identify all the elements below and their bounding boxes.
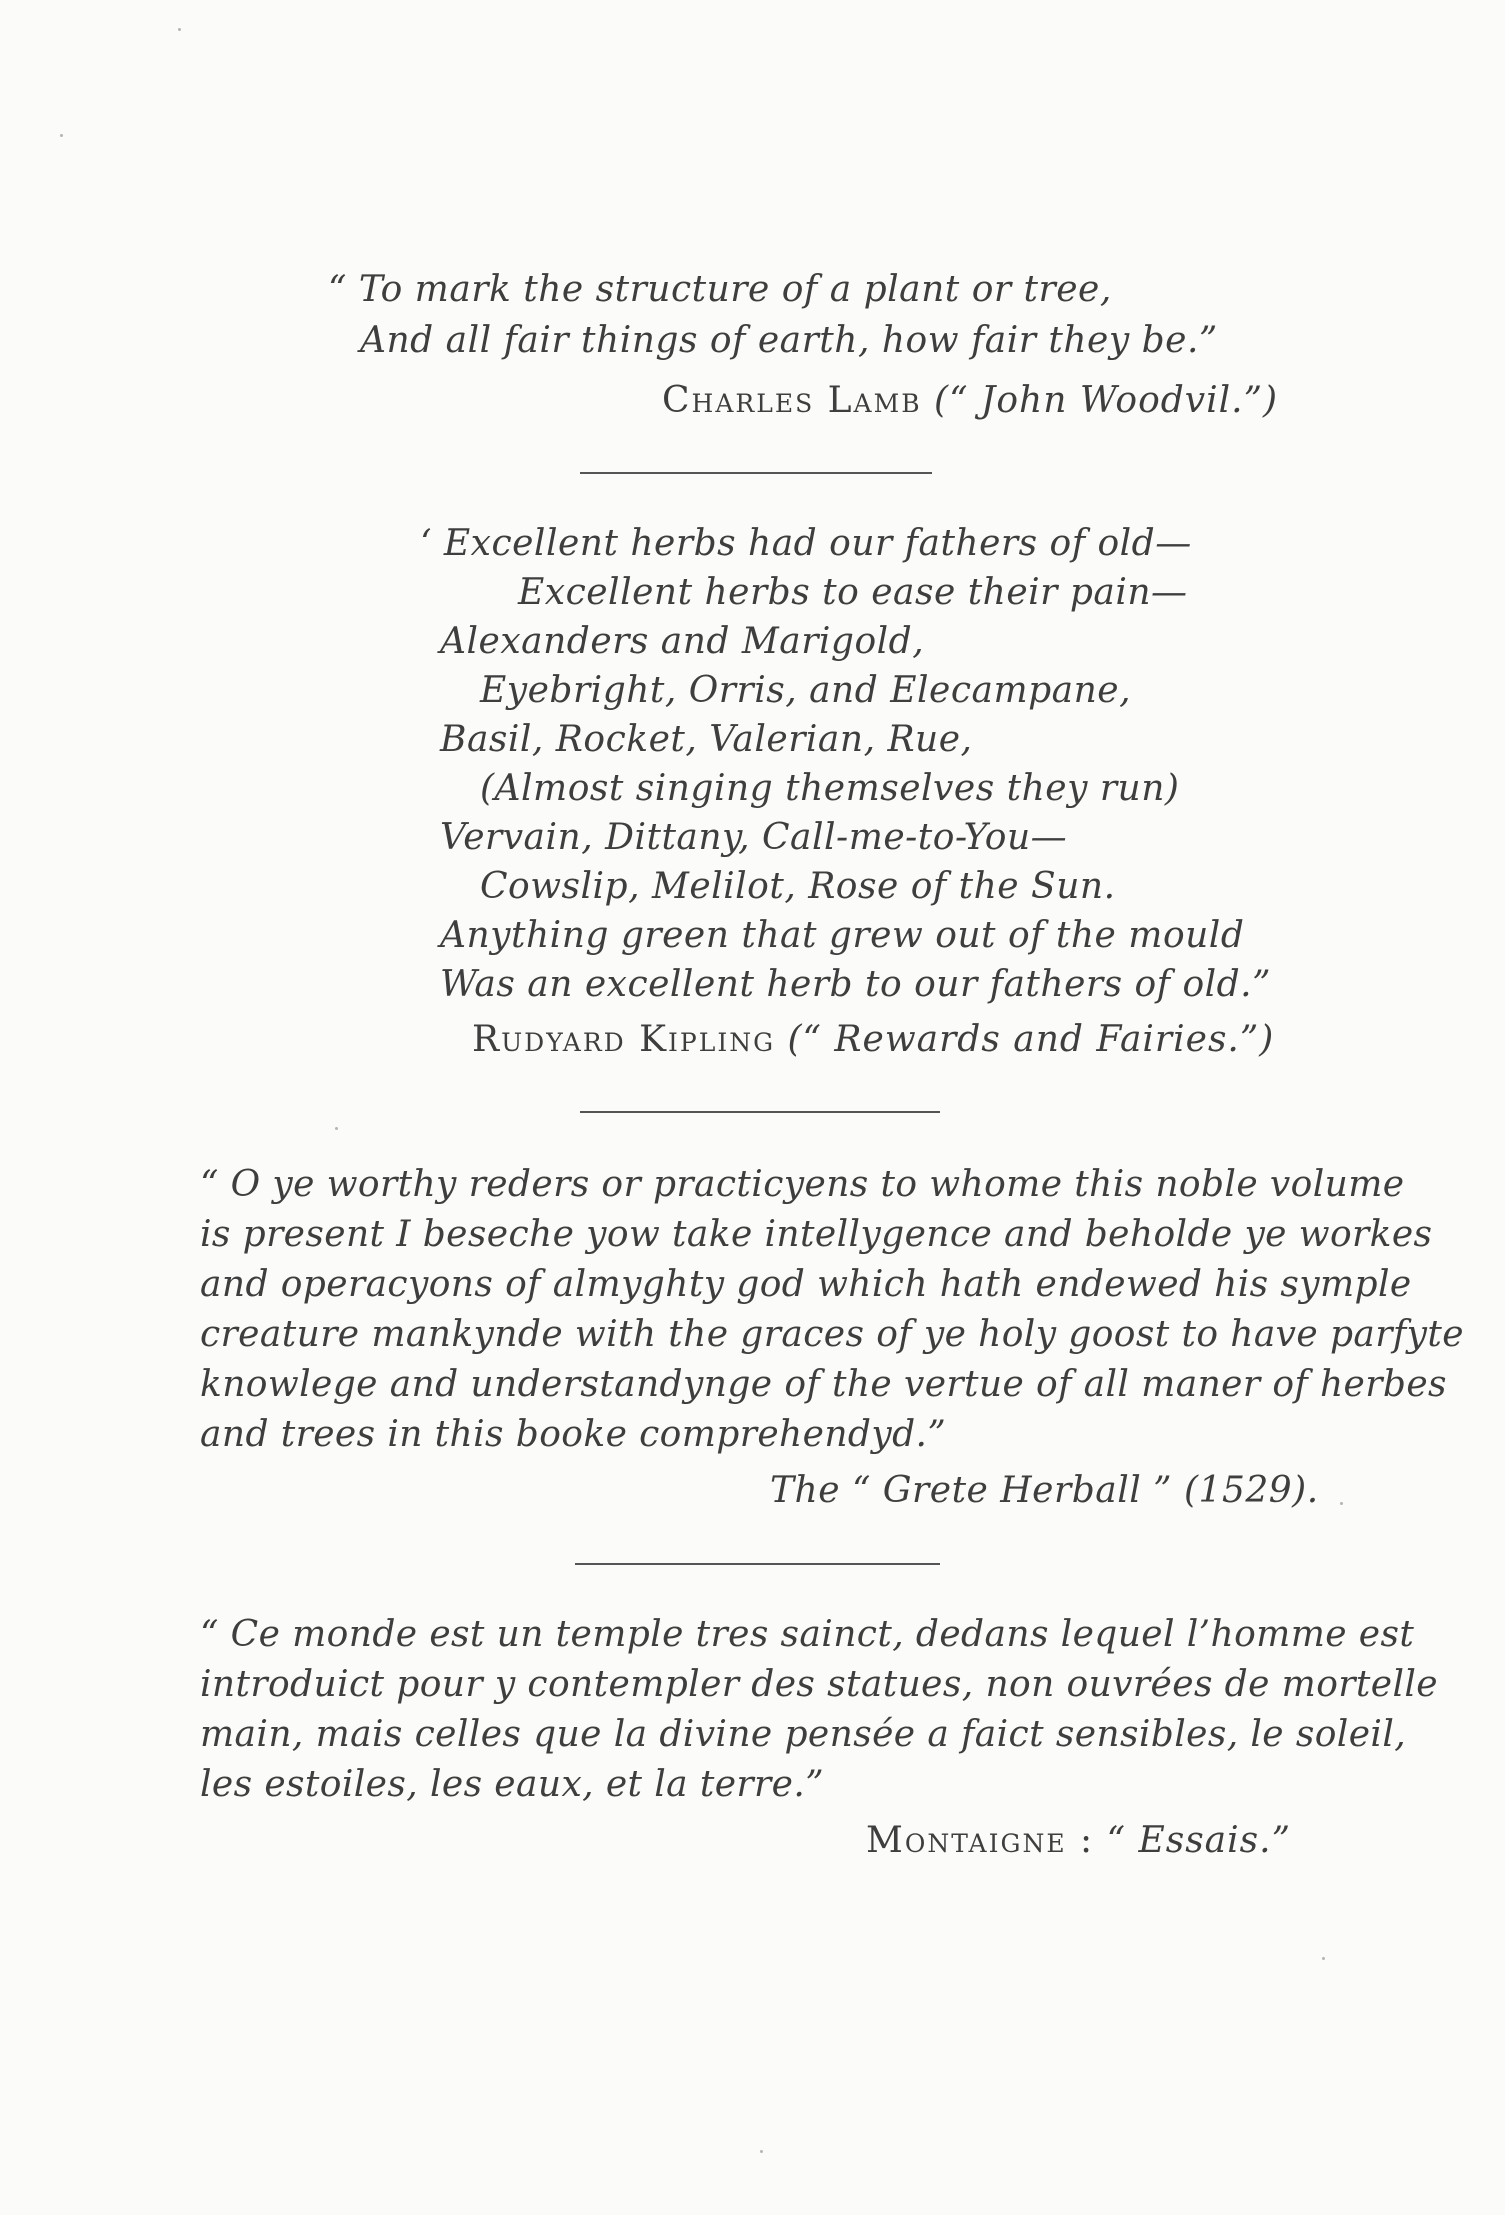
quote3-attribution: The “ Grete Herball ” (1529). [770, 1470, 1319, 1511]
quote1-attribution [662, 378, 1278, 424]
paper-speck [1340, 1502, 1343, 1505]
quote3-line-5: knowlege and understandynge of the vertue of all maner of herbes [200, 1364, 1447, 1405]
quote2-line-4: Eyebright, Orris, and Elecampane, [480, 670, 1132, 711]
quote2-line-9: Anything green that grew out of the mould [440, 915, 1245, 956]
quote3-line-2: is present I beseche yow take intellygence and beholde ye workes [200, 1214, 1433, 1255]
quote2-line-10: Was an excellent herb to our fathers of old.” [440, 964, 1272, 1005]
quote2-line-6: (Almost singing themselves they run) [480, 768, 1180, 809]
quote4-line-1: “ Ce monde est un temple tres sainct, dedans lequel l’homme est [200, 1614, 1415, 1655]
quote3-line-3: and operacyons of almyghty god which hath endewed his symple [200, 1264, 1412, 1305]
paper-speck [60, 134, 63, 137]
quote3-line-4: creature mankynde with the graces of ye holy goost to have parfyte [200, 1314, 1464, 1355]
paper-speck [760, 2150, 763, 2153]
quote3-line-1: “ O ye worthy reders or practicyens to whome this noble volume [200, 1164, 1405, 1205]
quote4-author: Montaigne : [866, 1820, 1095, 1861]
quote4-line-3: main, mais celles que la divine pensée a faict sensibles, le soleil, [200, 1714, 1407, 1755]
quote4-attribution [866, 1818, 1291, 1864]
paper-speck [178, 28, 181, 31]
quote3-paragraph [200, 1160, 1464, 1460]
quote2-line-7: Vervain, Dittany, Call-me-to-You— [440, 817, 1068, 858]
divider-3 [575, 1563, 940, 1565]
quote2-author: Rudyard Kipling [472, 1019, 776, 1060]
quote2-line-5: Basil, Rocket, Valerian, Rue, [440, 719, 973, 760]
quote3-line-6: and trees in this booke comprehendyd.” [200, 1414, 947, 1455]
quote2-source: (“ Rewards and Fairies.”) [787, 1019, 1275, 1060]
divider-2 [580, 1111, 940, 1113]
divider-1 [580, 472, 932, 474]
quote4-line-4: les estoiles, les eaux, et la terre.” [200, 1764, 825, 1805]
quote1-line-2: And all fair things of earth, how fair they be.” [360, 320, 1218, 361]
paper-speck [1322, 1957, 1325, 1960]
quote2-line-8: Cowslip, Melilot, Rose of the Sun. [480, 866, 1116, 907]
quote1-author: Charles Lamb [662, 380, 922, 421]
paper-speck [335, 1127, 338, 1130]
quote2-attribution [472, 1017, 1274, 1063]
quote1-source: (“ John Woodvil.”) [934, 380, 1279, 421]
quote1-line-1: “ To mark the structure of a plant or tree, [328, 269, 1112, 310]
quote2-line-3: Alexanders and Marigold, [440, 621, 925, 662]
quote4-line-2: introduict pour y contempler des statues, non ouvrées de mortelle [200, 1664, 1438, 1705]
quote2-line-1: ‘ Excellent herbs had our fathers of old— [420, 523, 1192, 564]
quote4-paragraph [200, 1610, 1438, 1810]
quote2-line-2: Excellent herbs to ease their pain— [518, 572, 1188, 613]
quote4-source: “ Essais.” [1106, 1820, 1291, 1861]
